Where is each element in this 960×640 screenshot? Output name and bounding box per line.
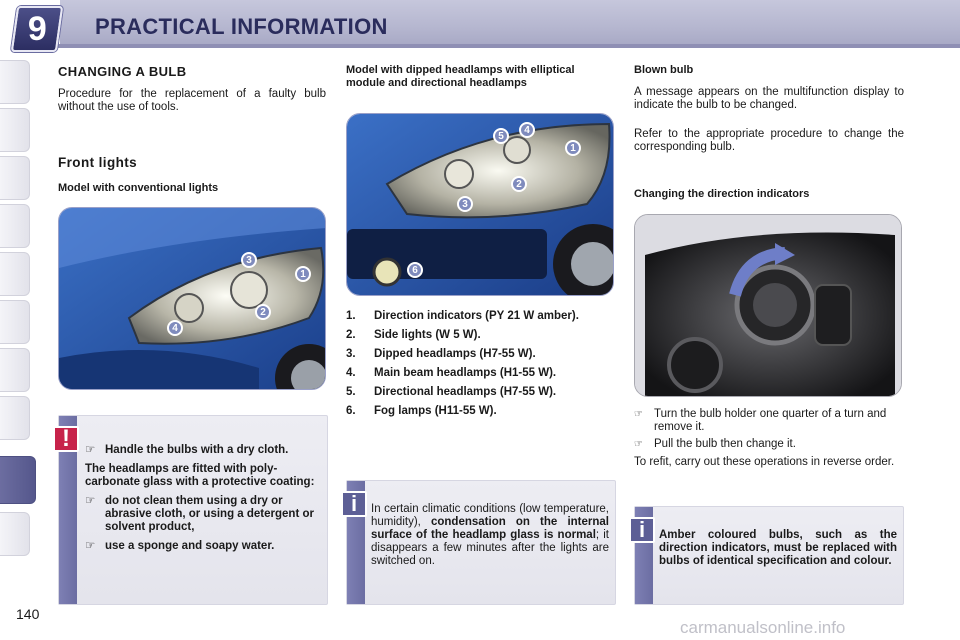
amber-bulb-note: Amber coloured bulbs, such as the direction indicators, must be replaced with bulbs of identical specification and colour. (659, 529, 897, 567)
chapter-tab[interactable] (0, 512, 30, 556)
headlamp-photo-conventional (58, 207, 326, 390)
direction-indicator-heading: Changing the direction indicators (634, 188, 810, 200)
pointing-hand-icon: ☞ (634, 439, 643, 450)
front-lights-heading: Front lights (58, 155, 138, 170)
list-item: 3. Dipped headlamps (H7-55 W). (346, 348, 536, 360)
warning-item: use a sponge and soapy water. (105, 540, 275, 552)
headlamp-photo-elliptical (346, 113, 614, 296)
warning-line: The headlamps are fitted with poly-carbonate glass with a protective coating: (85, 463, 315, 488)
pointing-hand-icon: ☞ (85, 444, 96, 456)
callout-marker: 2 (255, 304, 271, 320)
step-item: ☞ Turn the bulb holder one quarter of a turn and remove it. (634, 408, 887, 433)
callout-marker: 1 (295, 266, 311, 282)
intro-text: Procedure for the replacement of a faulty bulb without the use of tools. (58, 88, 326, 113)
chapter-tab-strip (0, 60, 38, 580)
refit-text: To refit, carry out these operations in reverse order. (634, 456, 895, 468)
list-item: 6. Fog lamps (H11-55 W). (346, 405, 497, 417)
blown-bulb-text: A message appears on the multifunction display to indicate the bulb to be changed. (634, 86, 904, 111)
condensation-text: In certain climatic conditions (low temperature, humidity), (371, 503, 609, 528)
pointing-hand-icon: ☞ (634, 409, 643, 420)
info-note-amber-bulbs (634, 506, 904, 605)
callout-marker: 4 (519, 122, 535, 138)
chapter-number: 9 (27, 9, 47, 48)
warning-item: Handle the bulbs with a dry cloth. (105, 444, 289, 456)
callout-marker: 6 (407, 262, 423, 278)
chapter-tab[interactable] (0, 204, 30, 248)
list-item: 4. Main beam headlamps (H1-55 W). (346, 367, 557, 379)
conventional-heading: Model with conventional lights (58, 182, 219, 194)
list-item: 1. Direction indicators (PY 21 W amber). (346, 310, 579, 322)
chapter-tab[interactable] (0, 300, 30, 344)
callout-marker: 3 (457, 196, 473, 212)
chapter-tab[interactable] (0, 348, 30, 392)
page-title: PRACTICAL INFORMATION (95, 14, 388, 39)
condensation-text-end: ; it disappears a few minutes after the lights are switched on. (371, 529, 609, 567)
list-item: 5. Directional headlamps (H7-55 W). (346, 386, 557, 398)
pointing-hand-icon: ☞ (85, 540, 96, 552)
chapter-tab[interactable] (0, 60, 30, 104)
warning-item: do not clean them using a dry or abrasive cloth, or using a detergent or solvent product, (105, 495, 314, 533)
warning-icon: ! (53, 426, 79, 452)
chapter-tab[interactable] (0, 156, 30, 200)
warning-note (58, 415, 328, 605)
callout-marker: 3 (241, 252, 257, 268)
chapter-tab[interactable] (0, 396, 30, 440)
callout-marker: 4 (167, 320, 183, 336)
info-icon: i (629, 517, 655, 543)
page-number: 140 (16, 606, 40, 622)
section-heading: CHANGING A BULB (58, 64, 187, 79)
callout-marker: 5 (493, 128, 509, 144)
callout-marker: 2 (511, 176, 527, 192)
info-icon: i (341, 491, 367, 517)
step-item: ☞ Pull the bulb then change it. (634, 438, 796, 450)
chapter-tab-active[interactable] (0, 456, 36, 504)
chapter-tab[interactable] (0, 108, 30, 152)
elliptical-heading: Model with dipped headlamps with elliptical module and directional headlamps (346, 64, 575, 89)
condensation-emphasis: condensation on the internal surface of the headlamp glass is normal (371, 516, 609, 541)
bulb-list (346, 310, 622, 424)
watermark: carmanualsonline.info (680, 618, 846, 637)
blown-bulb-text: Refer to the appropriate procedure to change the corresponding bulb. (634, 128, 904, 153)
bulb-holder-photo (634, 214, 902, 397)
header-underline (40, 44, 960, 48)
pointing-hand-icon: ☞ (85, 495, 96, 507)
chapter-tab[interactable] (0, 252, 30, 296)
list-item: 2. Side lights (W 5 W). (346, 329, 481, 341)
info-note-condensation (346, 480, 616, 605)
blown-bulb-heading: Blown bulb (634, 64, 694, 76)
header-band (0, 0, 960, 52)
chapter-badge[interactable] (11, 6, 63, 52)
callout-marker: 1 (565, 140, 581, 156)
